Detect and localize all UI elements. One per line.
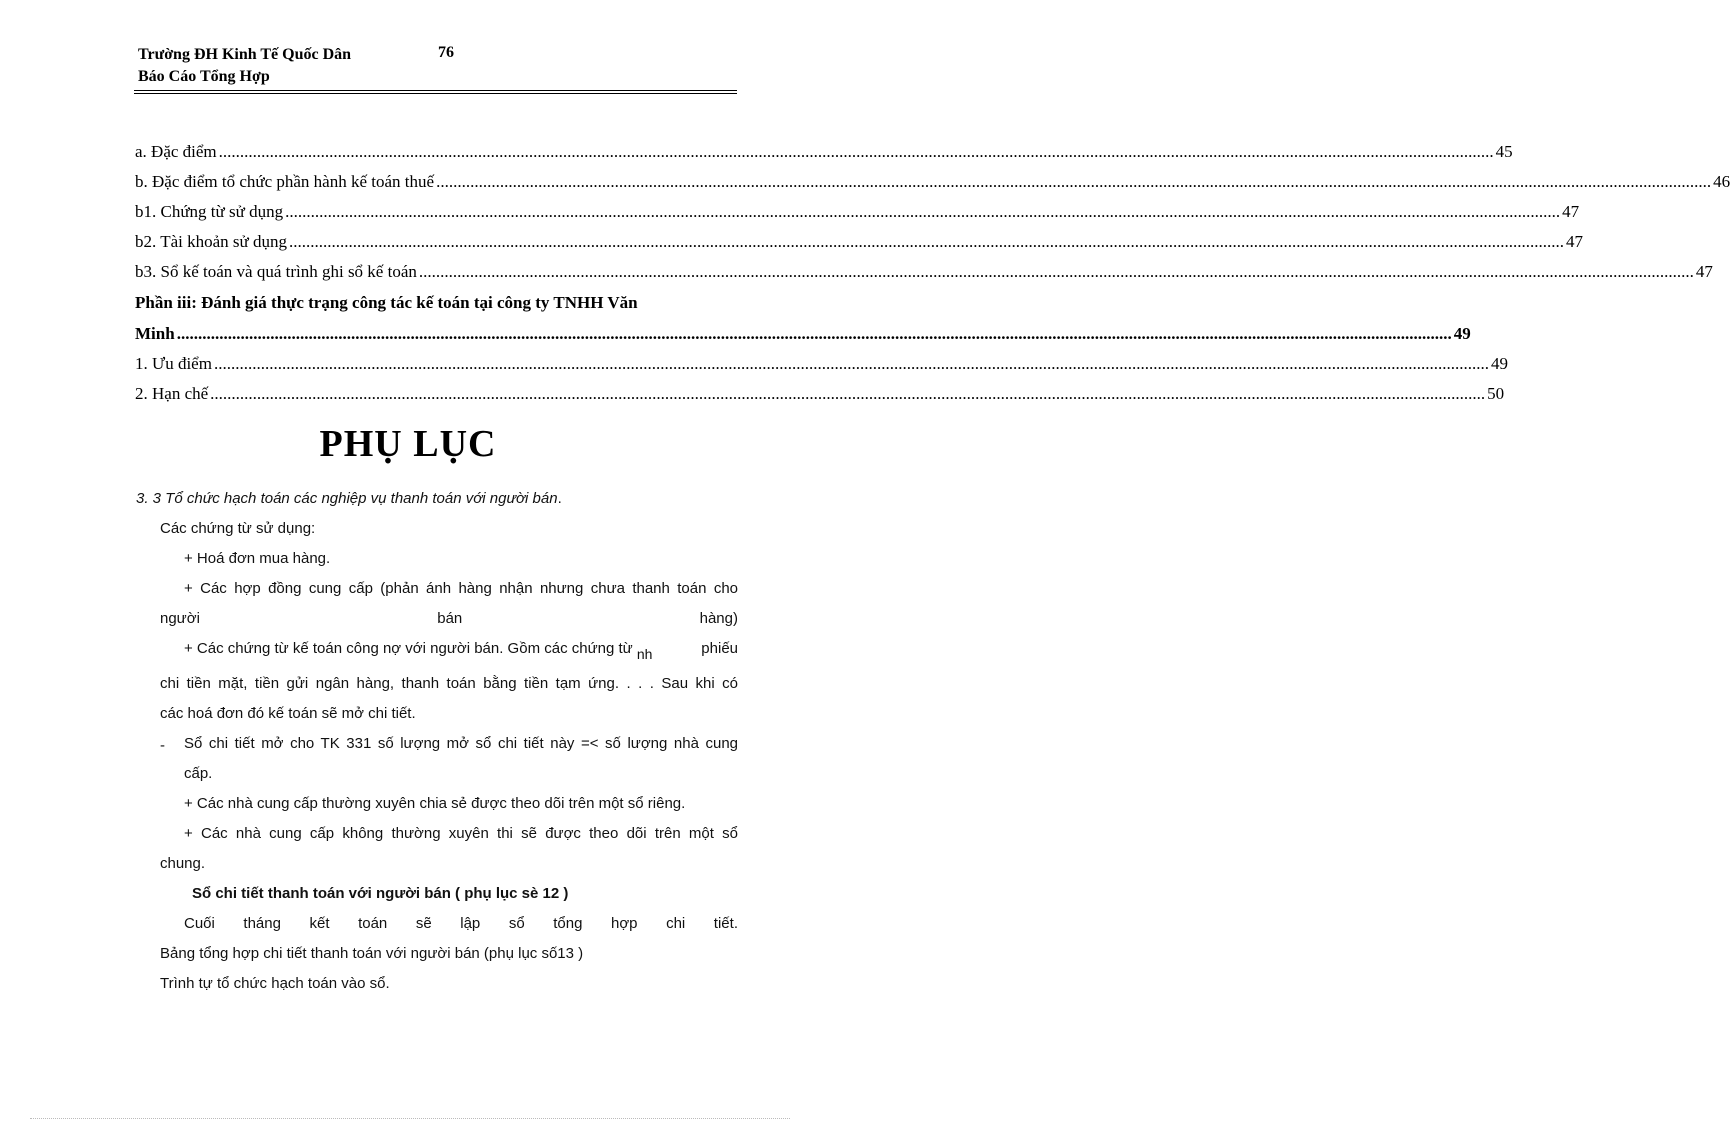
- appendix-title: PHỤ LỤC: [319, 423, 497, 465]
- paragraph: các hoá đơn đó kế toán sẽ mở chi tiết.: [160, 705, 416, 722]
- toc-part-heading: Phần iii: Đánh giá thực trạng công tác kế toán tại công ty TNHH Văn: [135, 293, 638, 312]
- paragraph: chung.: [160, 855, 206, 872]
- paragraph: [136, 634, 738, 669]
- header-rule-1: [134, 90, 737, 91]
- report-title: Báo Cáo Tổng Hợp: [138, 68, 270, 85]
- toc-leader: ............................................................................................................................................................................................................................................................................................................: [210, 384, 1486, 403]
- toc-page: 47: [1695, 262, 1713, 281]
- page-header: [138, 44, 738, 88]
- paragraph: Cuối tháng kết toán sẽ lập sổ tổng hợp chi tiết.: [184, 915, 738, 932]
- toc-row: [135, 137, 1513, 167]
- toc-page: 47: [1562, 202, 1580, 221]
- page-bottom-border: [30, 1118, 790, 1119]
- school-name: Trường ĐH Kinh Tế Quốc Dân: [138, 46, 352, 63]
- word: bán: [437, 610, 463, 627]
- toc-leader: ............................................................................................................................................................................................................................................................................................................: [176, 324, 1452, 343]
- toc-entry-text: b. Đặc điểm tổ chức phần hành kế toán thuế: [135, 172, 435, 191]
- paragraph: + Hoá đơn mua hàng.: [184, 550, 331, 567]
- text-part: + Các chứng từ kế toán công nợ với người bán. Gồm các chứng từ: [184, 640, 633, 657]
- paragraph: Trình tự tổ chức hạch toán vào sổ.: [160, 975, 390, 992]
- toc-row: [135, 167, 1730, 197]
- paragraph: [136, 604, 738, 634]
- toc-leader: ............................................................................................................................................................................................................................................................................................................: [288, 232, 1564, 251]
- paragraph: [136, 729, 738, 759]
- word: người: [160, 610, 200, 627]
- toc-leader: ............................................................................................................................................................................................................................................................................................................: [218, 142, 1494, 161]
- page-number: 76: [438, 44, 454, 61]
- toc-page: 47: [1565, 232, 1583, 251]
- toc-row: [135, 379, 1505, 409]
- paragraph: cấp.: [184, 765, 213, 782]
- section-heading-period: .: [557, 490, 562, 507]
- paragraph: Bảng tổng hợp chi tiết thanh toán với người bán (phụ lục số13 ): [160, 945, 584, 962]
- paragraph: + Các nhà cung cấp không thường xuyên thi sẽ được theo dõi trên một sổ: [184, 825, 738, 842]
- toc-page: 50: [1487, 384, 1505, 403]
- text-run: Sổ chi tiết mở cho TK 331 số lượng mở sổ chi tiết này =< số lượng nhà cung: [184, 735, 738, 752]
- toc-page: 45: [1495, 142, 1513, 161]
- toc-leader: ............................................................................................................................................................................................................................................................................................................: [285, 202, 1561, 221]
- section-heading-text: 3. 3 Tổ chức hạch toán các nghiệp vụ thanh toán với người bán: [136, 490, 558, 507]
- toc-leader: ............................................................................................................................................................................................................................................................................................................: [213, 354, 1489, 373]
- toc-page: 49: [1453, 324, 1471, 343]
- table-of-contents: [135, 137, 1730, 409]
- toc-entry-text: Minh: [135, 324, 175, 343]
- toc-entry-text: 1. Ưu điểm: [135, 354, 212, 373]
- word: hàng): [699, 610, 738, 627]
- paragraph: + Các hợp đồng cung cấp (phản ánh hàng nhận nhưng chưa thanh toán cho: [184, 580, 738, 597]
- toc-page: 46: [1713, 172, 1730, 191]
- toc-leader: ............................................................................................................................................................................................................................................................................................................: [436, 172, 1712, 191]
- dash-marker: -: [160, 737, 165, 754]
- toc-page: 49: [1490, 354, 1508, 373]
- toc-row: [135, 319, 1471, 349]
- toc-entry-text: 2. Hạn chế: [135, 384, 209, 403]
- text-run: [184, 634, 652, 669]
- toc-row: [135, 349, 1508, 379]
- text-run: phiếu: [701, 640, 738, 657]
- toc-row: [135, 197, 1580, 227]
- toc-row: [135, 257, 1713, 287]
- toc-leader: ............................................................................................................................................................................................................................................................................................................: [418, 262, 1694, 281]
- paragraph: + Các nhà cung cấp thường xuyên chia sẻ được theo dõi trên một sổ riêng.: [184, 795, 686, 812]
- appendix-body: [136, 484, 738, 999]
- header-rule-2: [134, 93, 737, 94]
- toc-row: [135, 227, 1583, 257]
- subscript-text: nh: [636, 646, 653, 662]
- paragraph: chi tiền mặt, tiền gửi ngân hàng, thanh toán bằng tiền tạm ứng. . . . Sau khi có: [160, 675, 738, 692]
- toc-entry-text: a. Đặc điểm: [135, 142, 217, 161]
- section-heading: [136, 484, 738, 514]
- toc-entry-text: b3. Sổ kế toán và quá trình ghi sổ kế toán: [135, 262, 417, 281]
- toc-entry-text: b1. Chứng từ sử dụng: [135, 202, 284, 221]
- toc-entry-text: b2. Tài khoản sử dụng: [135, 232, 287, 251]
- bold-heading: Sổ chi tiết thanh toán với người bán ( phụ lục sè 12 ): [192, 885, 569, 902]
- paragraph: Các chứng từ sử dụng:: [160, 520, 316, 537]
